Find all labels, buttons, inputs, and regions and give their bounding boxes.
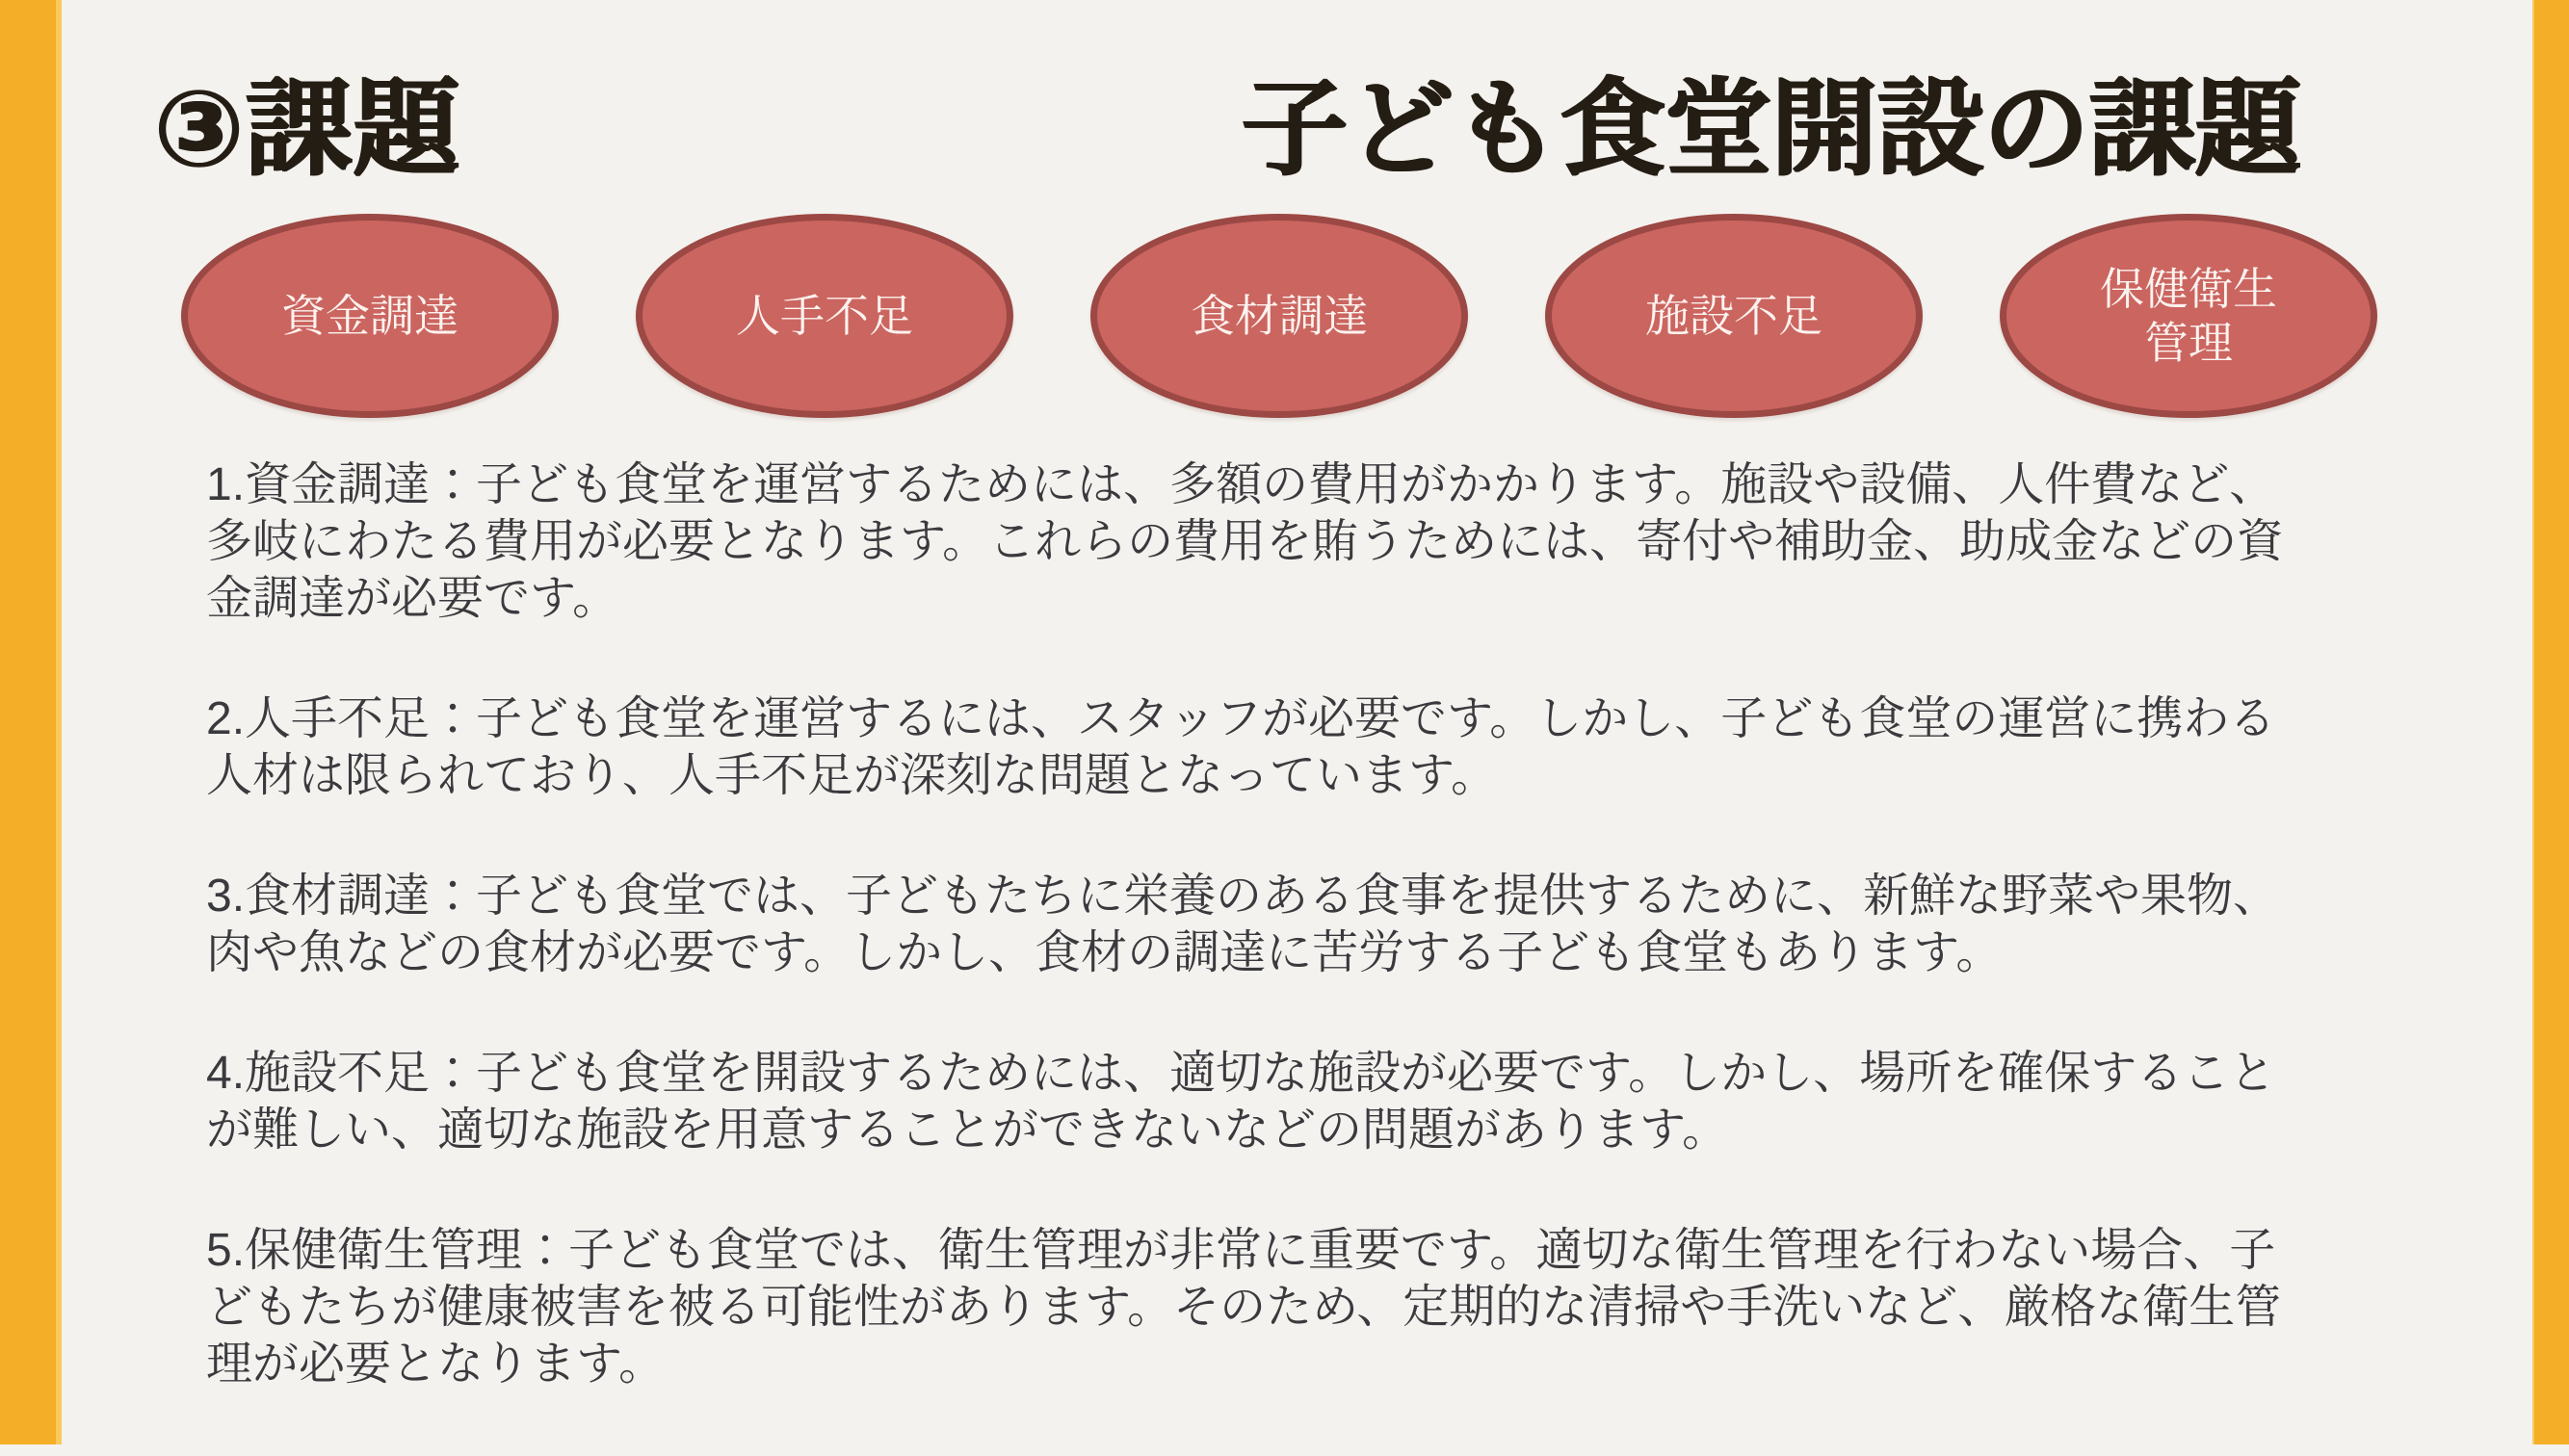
paragraph-funding	[206, 456, 2389, 627]
paragraph-facility-shortage	[206, 1045, 2389, 1158]
text-line: 5.保健衛生管理：子ども食堂では、衛生管理が非常に重要です。適切な衛生管理を行わない場合、子	[206, 1225, 2276, 1276]
topic-label: 資金調達	[281, 291, 459, 341]
topic-ellipse-health-hygiene	[2000, 214, 2377, 418]
paragraph-staff-shortage	[206, 690, 2389, 804]
paragraph-ingredient-procurement	[206, 868, 2389, 981]
page-title: 子ども食堂開設の課題	[1242, 70, 2301, 189]
text-line: 1.資金調達：子ども食堂を運営するためには、多額の費用がかかります。施設や設備、人件費など、	[206, 459, 2276, 510]
text-line: 4.施設不足：子ども食堂を開設するためには、適切な施設が必要です。しかし、場所を確保すること	[206, 1048, 2276, 1099]
topic-ellipse-funding	[181, 214, 559, 418]
topic-label: 人手不足	[736, 291, 913, 341]
text-line: 肉や魚などの食材が必要です。しかし、食材の調達に苦労する子ども食堂もあります。	[206, 927, 2003, 978]
text-line: 3.食材調達：子ども食堂では、子どもたちに栄養のある食事を提供するために、新鮮な野菜や果物、	[206, 871, 2280, 922]
body-text	[206, 456, 2389, 1456]
text-line: 人材は限られており、人手不足が深刻な問題となっています。	[206, 750, 1498, 801]
topic-ellipse-facility-shortage	[1545, 214, 1923, 418]
topic-label: 管理	[2144, 318, 2233, 368]
topic-label: 施設不足	[1645, 291, 1822, 341]
topic-ellipse-row	[181, 214, 2377, 418]
section-label: ③課題	[154, 70, 462, 189]
right-accent-bar	[2532, 0, 2569, 1444]
topic-label: 食材調達	[1191, 291, 1368, 341]
text-line: 2.人手不足：子ども食堂を運営するには、スタッフが必要です。しかし、子ども食堂の運営に携わる	[206, 693, 2276, 744]
text-line: どもたちが健康被害を被る可能性があります。そのため、定期的な清掃や手洗いなど、厳格な衛生管	[206, 1282, 2282, 1333]
topic-ellipse-ingredient-procurement	[1090, 214, 1468, 418]
text-line: 理が必要となります。	[206, 1339, 666, 1390]
topic-label: 保健衛生	[2100, 264, 2277, 314]
text-line: 多岐にわたる費用が必要となります。これらの費用を賄うためには、寄付や補助金、助成金などの資	[206, 516, 2284, 567]
paragraph-health-hygiene	[206, 1222, 2389, 1392]
left-accent-bar	[0, 0, 62, 1444]
topic-ellipse-staff-shortage	[636, 214, 1013, 418]
text-line: が難しい、適切な施設を用意することができないなどの問題があります。	[206, 1105, 1729, 1156]
text-line: 金調達が必要です。	[206, 573, 619, 624]
